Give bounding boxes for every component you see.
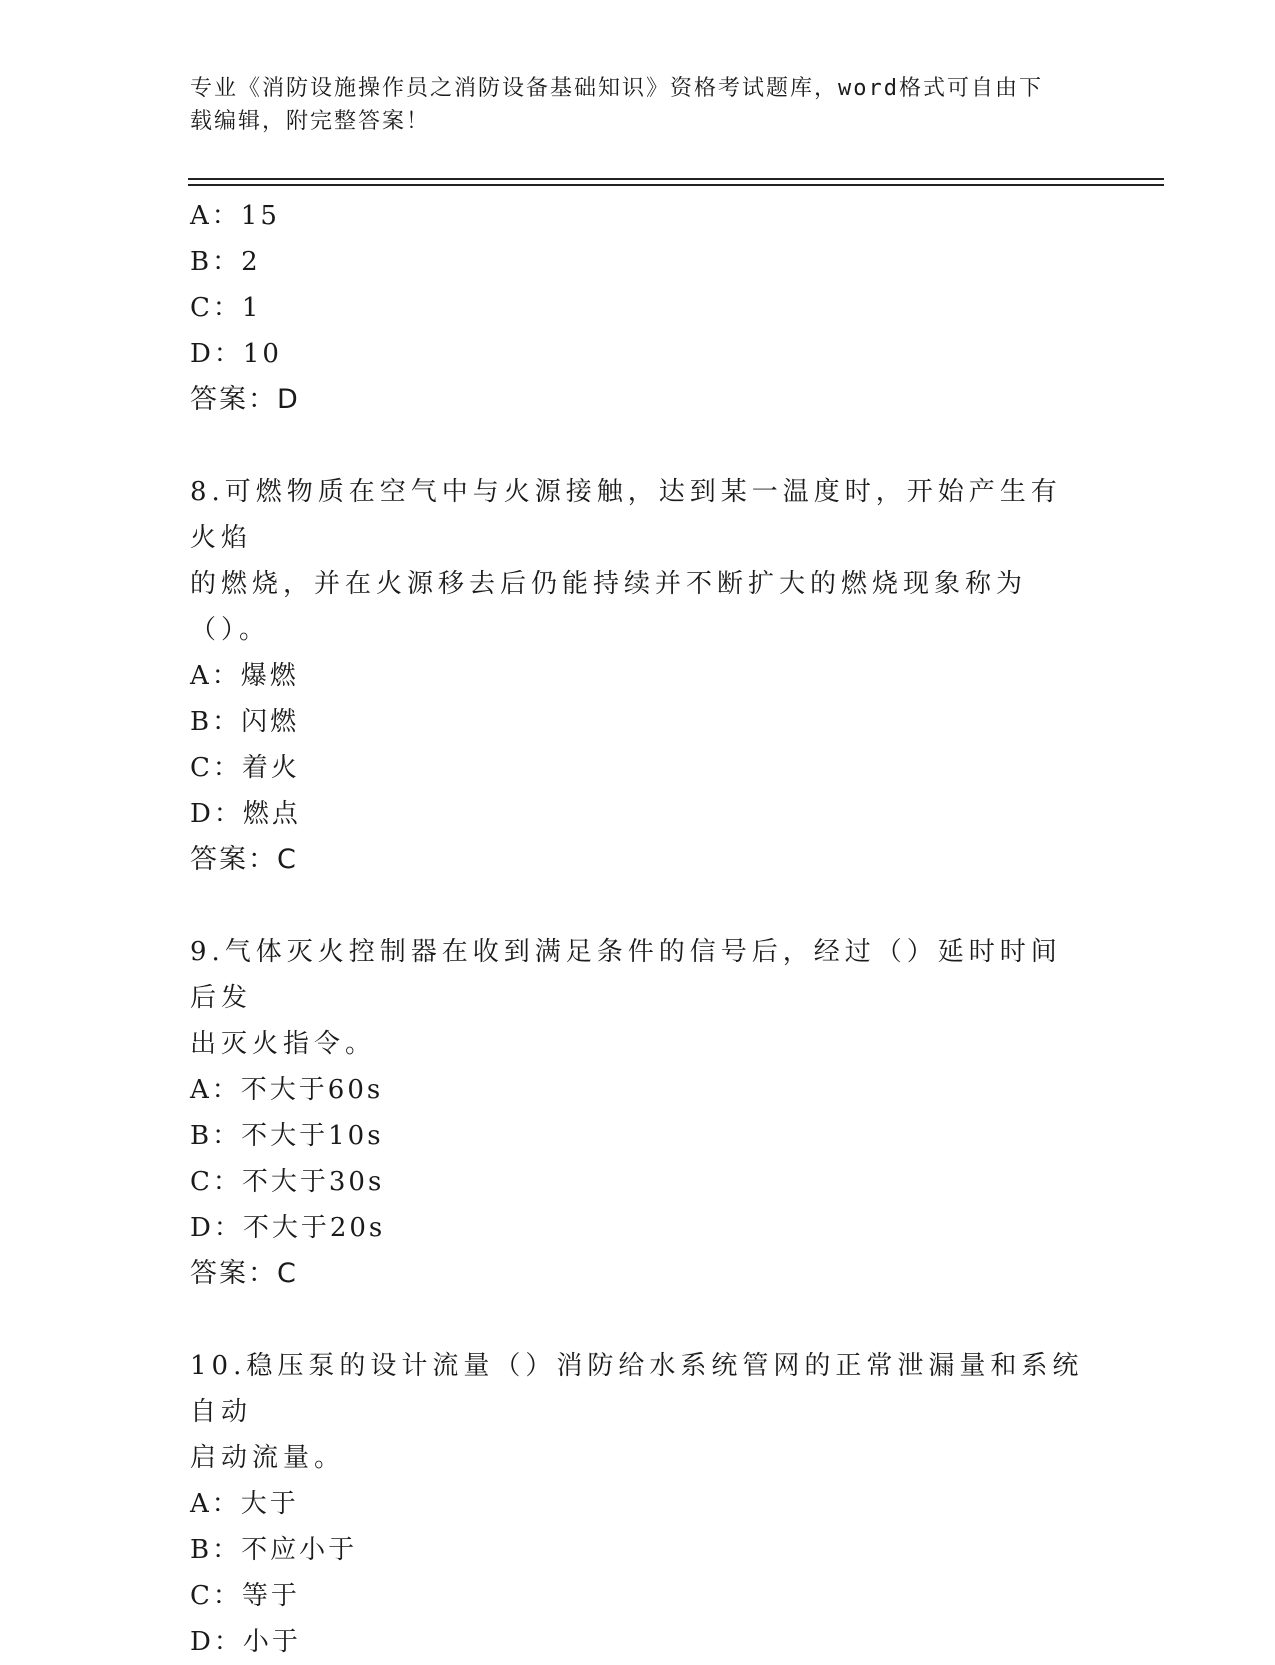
option-a: A：大于 [190, 1489, 299, 1519]
option-d: D：燃点 [190, 799, 301, 829]
option-b: B：闪燃 [190, 707, 300, 737]
option-d: D：小于 [190, 1627, 301, 1657]
option-a: A：15 [190, 201, 280, 231]
option-b: B：2 [190, 247, 261, 277]
question-stem-line-1: 8.可燃物质在空气中与火源接触，达到某一温度时，开始产生有火焰 [190, 477, 1062, 553]
question-stem-line-1: 10.稳压泵的设计流量（）消防给水系统管网的正常泄漏量和系统自动 [190, 1351, 1084, 1427]
option-c: C：等于 [190, 1581, 300, 1611]
question-stem-line-2: 的燃烧，并在火源移去后仍能持续并不断扩大的燃烧现象称为（）。 [190, 569, 1028, 645]
question-stem-line-1: 9.气体灭火控制器在收到满足条件的信号后，经过（）延时时间后发 [190, 937, 1062, 1013]
spacer [190, 423, 1090, 469]
option-a: A：不大于60s [190, 1075, 384, 1105]
question-stem [190, 1343, 1090, 1481]
option-c: C：不大于30s [190, 1167, 385, 1197]
option-a: A：爆燃 [190, 661, 299, 691]
header-line-1: 专业《消防设施操作员之消防设备基础知识》资格考试题库，word格式可自由下 [190, 76, 1043, 101]
question-8 [190, 469, 1090, 883]
header-line-2: 载编辑，附完整答案！ [190, 109, 431, 134]
answer: 答案：D [190, 384, 300, 415]
document-header [190, 72, 1090, 138]
answer: 答案：C [190, 1258, 298, 1289]
question-9 [190, 929, 1090, 1297]
question-stem-line-2: 出灭火指令。 [190, 1029, 377, 1059]
option-c: C：1 [190, 293, 262, 323]
spacer [190, 1297, 1090, 1343]
question-stem [190, 469, 1090, 653]
answer: 答案：C [190, 844, 298, 875]
question-stem-line-2: 启动流量。 [190, 1443, 346, 1473]
header-divider-top [188, 178, 1164, 180]
question-10 [190, 1343, 1090, 1665]
question-7 [190, 193, 1090, 423]
spacer [190, 883, 1090, 929]
header-divider-bottom [188, 184, 1164, 186]
question-stem [190, 929, 1090, 1067]
question-list [190, 193, 1090, 1665]
option-d: D：10 [190, 339, 282, 369]
option-d: D：不大于20s [190, 1213, 386, 1243]
option-c: C：着火 [190, 753, 300, 783]
option-b: B：不大于10s [190, 1121, 384, 1151]
option-b: B：不应小于 [190, 1535, 358, 1565]
